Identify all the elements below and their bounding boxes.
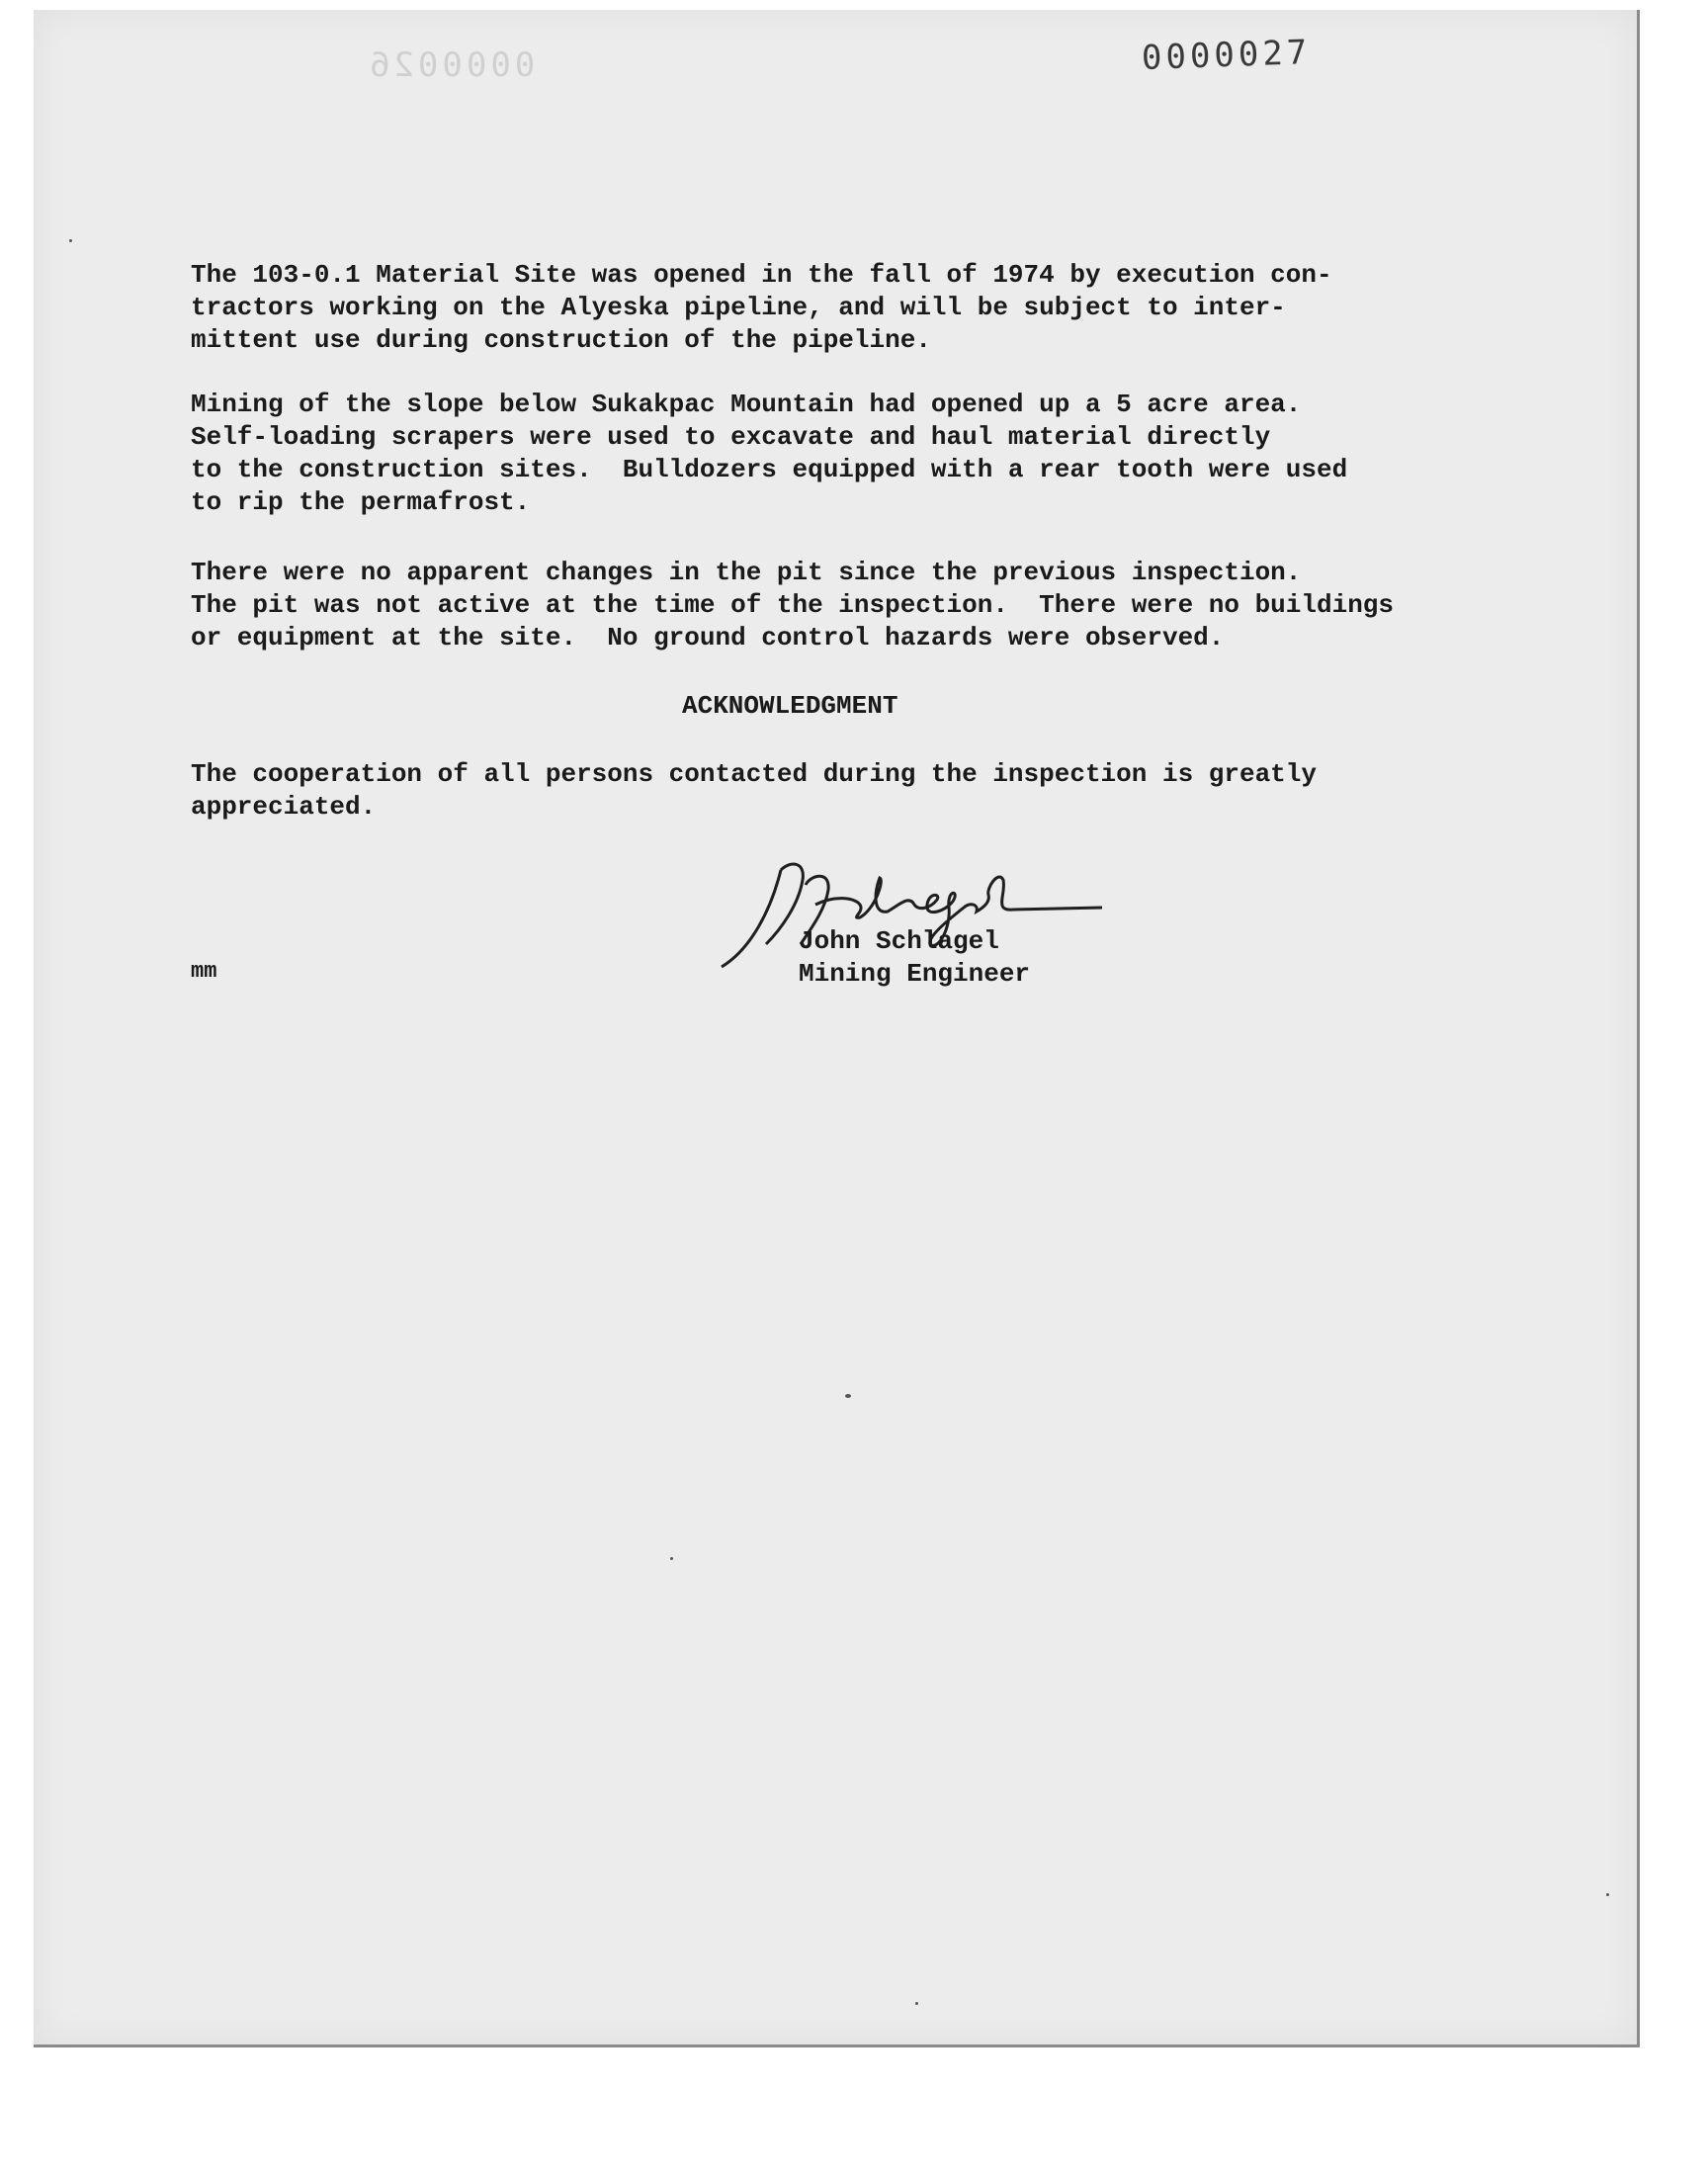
acknowledgment-heading: ACKNOWLEDGMENT [682, 691, 898, 721]
scan-speck [915, 2002, 918, 2005]
typist-initials: mm [191, 959, 217, 984]
scan-speck [670, 1557, 673, 1560]
bleed-through-page-number: 0000026 [366, 45, 536, 85]
paragraph-inspection-findings: There were no apparent changes in the pit since the previous inspection. The pit was not active at the time of the inspection. There were no buildings or equipment at the site. No ground control hazards were observed. [191, 558, 1394, 652]
paragraph-mining-operations: Mining of the slope below Sukakpac Mountain had opened up a 5 acre area. Self-loading scrapers were used to excavate and haul material directly to the construction sites. Bulldozers equipped with a rear tooth were used to rip the permafrost. [191, 390, 1348, 517]
page-number: 0000027 [1141, 33, 1312, 78]
scan-speck [845, 1394, 851, 1398]
scan-speck [69, 239, 72, 242]
acknowledgment-text: The cooperation of all persons contacted during the inspection is greatly appreciated. [191, 759, 1317, 822]
paragraph-site-opening: The 103-0.1 Material Site was opened in the fall of 1974 by execution con- tractors working on the Alyeska pipeline, and will be subject to inter- mittent use during construction of the pipeline. [191, 260, 1332, 355]
signature-block [799, 925, 1030, 991]
scan-speck [1606, 1893, 1609, 1896]
signer-title: Mining Engineer [799, 959, 1031, 989]
signer-name: John Schlagel [799, 926, 999, 956]
